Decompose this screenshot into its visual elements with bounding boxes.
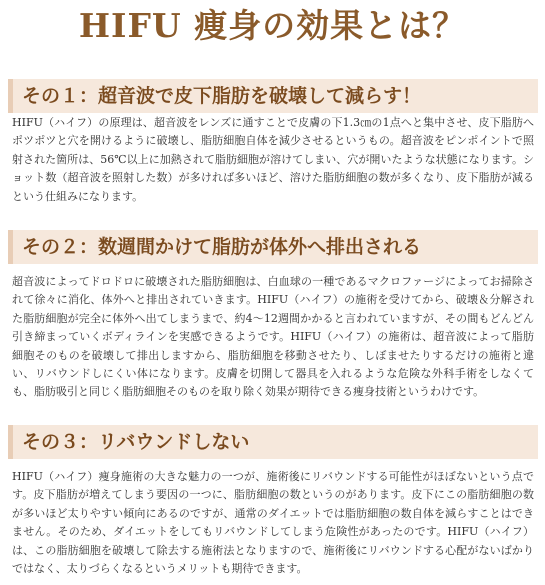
section-heading-1: その１：超音波で皮下脂肪を破壊して減らす！ bbox=[8, 79, 538, 113]
section-heading-2: その２：数週間かけて脂肪が体外へ排出される bbox=[8, 230, 538, 264]
section-heading-3: その３：リバウンドしない bbox=[8, 425, 538, 459]
section-body-1: HIFU（ハイフ）の原理は、超音波をレンズに通すことで皮膚の下1.3㎝の1点へと集中させ、皮下脂肪へポツポツと穴を開けるように破壊し、脂肪細胞自体を減少させるというもの。超音波をピンポイントで照射された箇所は、56℃以上に加熱されて脂肪細胞が溶けてしまい、穴が開いたような状態になります。ショット数（超音波を照射した数）が多ければ多いほど、溶けた脂肪細胞の数が多くなり、皮下脂肪が減るという仕組みになります。 bbox=[12, 116, 534, 203]
section-body-3: HIFU（ハイフ）痩身施術の大きな魅力の一つが、施術後にリバウンドする可能性がほぼないという点です。皮下脂肪が増えてしまう要因の一つに、脂肪細胞の数というのがあります。皮下にこの脂肪細胞の数が多いほど太りやすい傾向にあるのですが、通常のダイエットでは脂肪細胞の数自体を減らすことはできません。そのため、ダイエットをしてもリバウンドしてしまう危険性があったのです。HIFU（ハイフ）は、この脂肪細胞を破壊して除去する施術法となりますので、施術後にリバウンドする心配がないばかりではなく、太りづらくなるというメリットも期待できます。 bbox=[12, 470, 534, 576]
section-body-2: 超音波によってドロドロに破壊された脂肪細胞は、白血球の一種であるマクロファージによってお掃除されて徐々に消化、体外へと排出されていきます。HIFU（ハイフ）の施術を受けてから、破壊＆分解された脂肪細胞が完全に体外へ出てしまうまで、約4〜12週間かかると言われていますが、その間もどんどん引き締まっていくボディラインを実感できるようです。HIFU（ハイフ）の施術は、超音波によって脂肪細胞そのものを破壊して排出しますから、脂肪細胞を移動させたり、しぼませたりするだけの施術と違い、リバウンドしにくい体になります。皮膚を切開して器具を入れるような危険な外科手術をしなくても、脂肪吸引と同じく脂肪細胞そのものを取り除く効果が期待できる痩身技術というわけです。 bbox=[12, 275, 534, 399]
page-title: HIFU 痩身の効果とは？ bbox=[78, 6, 467, 45]
